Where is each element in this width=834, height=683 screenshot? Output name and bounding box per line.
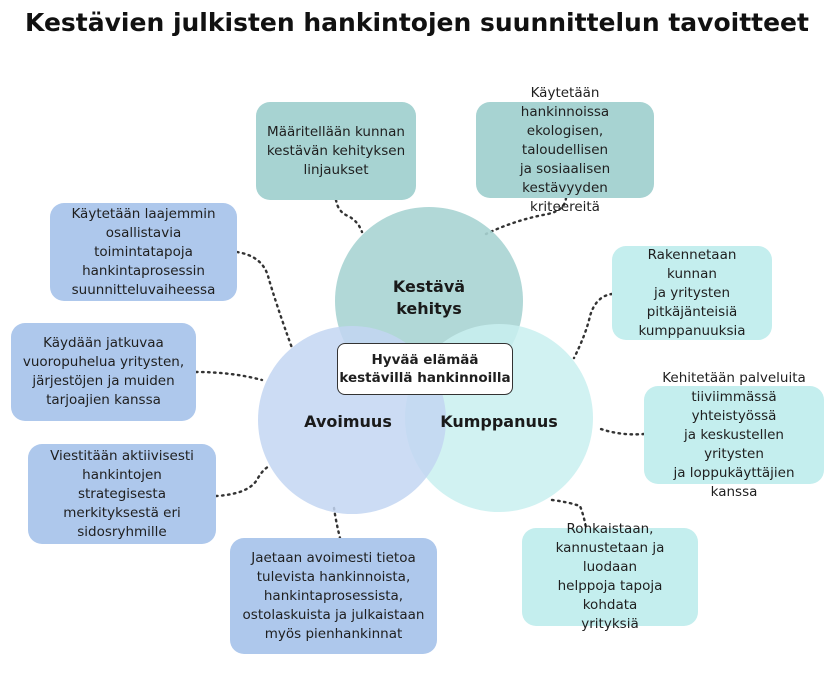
box-avoin-tieto-text: Jaetaan avoimesti tietoa tulevista hankinnoista, hankintaprosessista, ostolaskuista ja julkaistaan myös pienhankinnat [242, 549, 425, 642]
box-avoin-tieto [230, 538, 437, 654]
diagram-title: Kestävien julkisten hankintojen suunnittelun tavoitteet [25, 8, 809, 37]
label-avoimuus: Avoimuus [304, 412, 392, 431]
label-kumppanuus: Kumppanuus [440, 412, 558, 431]
box-kunnan-linjaukset-text: Määritellään kunnan kestävän kehityksen linjaukset [266, 123, 406, 178]
center-hyvaa-elamaa-text: Hyvää elämää kestävillä hankinnoilla [339, 352, 511, 386]
box-pitkajanteiset-kumppanuudet [612, 246, 772, 340]
box-kestavyyden-kriteerit-text: Käytetään hankinnoissa ekologisen, taloudellisen ja sosiaalisen kestävyyden kriteereitä [519, 84, 611, 215]
box-kunnan-linjaukset [256, 102, 416, 200]
connector-avoimuus-1 [237, 252, 292, 348]
box-osallistavat-toimintatavat-text: Käytetään laajemmin osallistavia toimintatapoja hankintaprosessin suunnitteluvaiheessa [71, 205, 216, 298]
box-jatkuva-vuoropuhelu [11, 323, 196, 421]
box-strateginen-viestinta-text: Viestitään aktiivisesti hankintojen strategisesta merkityksestä eri sidosryhmille [50, 447, 194, 540]
box-pitkajanteiset-kumppanuudet-text: Rakennetaan kunnan ja yritysten pitkäjänteisiä kumppanuuksia [638, 246, 746, 339]
box-palveluiden-kehittaminen [644, 369, 824, 500]
connector-kestava-1 [336, 200, 362, 232]
connector-avoimuus-3 [216, 466, 270, 496]
connector-avoimuus-2 [196, 372, 262, 380]
connector-kumppanuus-2 [598, 428, 644, 434]
box-jatkuva-vuoropuhelu-text: Käydään jatkuvaa vuoropuhelua yritysten, järjestöjen ja muiden tarjoajien kanssa [22, 335, 185, 408]
box-palveluiden-kehittaminen-text: Kehitetään palveluita tiiviimmässä yhteistyössä ja keskustellen yritysten ja loppukäyttäjien kanssa [662, 369, 806, 500]
box-yritysten-kohtaaminen-text: Rohkaistaan, kannustetaan ja luodaan helppoja tapoja kohdata yrityksiä [555, 521, 665, 632]
box-yritysten-kohtaaminen [522, 521, 698, 632]
label-kestava-kehitys: Kestävä kehitys [392, 277, 466, 318]
connector-kumppanuus-1 [574, 294, 612, 358]
box-strateginen-viestinta [28, 444, 216, 544]
center-hyvaa-elamaa [337, 343, 513, 395]
box-osallistavat-toimintatavat [50, 203, 237, 301]
box-kestavyyden-kriteerit [476, 84, 654, 215]
